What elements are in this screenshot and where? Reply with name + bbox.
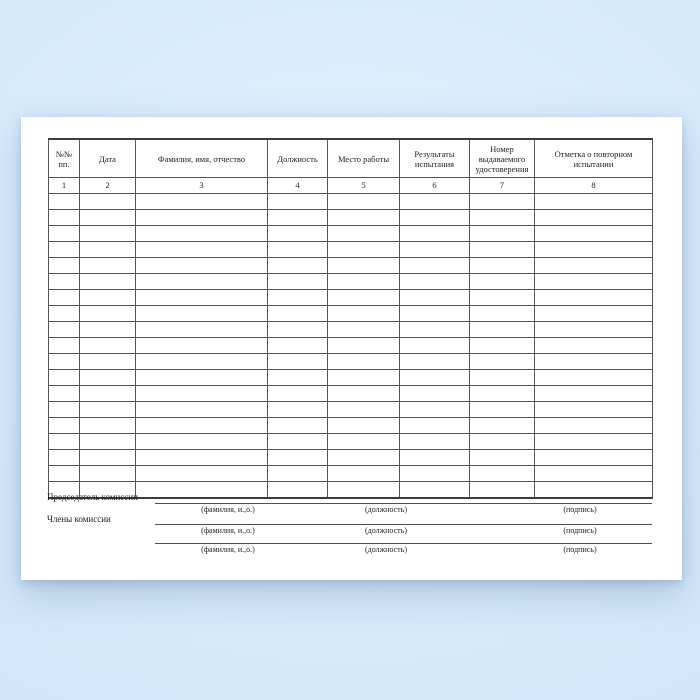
- empty-cell: [49, 226, 80, 242]
- table-row: [49, 194, 653, 210]
- empty-cell: [470, 258, 535, 274]
- empty-cell: [470, 450, 535, 466]
- column-header: Дата: [80, 139, 136, 178]
- empty-cell: [535, 434, 653, 450]
- empty-cell: [328, 226, 400, 242]
- empty-cell: [470, 386, 535, 402]
- empty-cell: [328, 386, 400, 402]
- empty-cell: [80, 306, 136, 322]
- surname-caption: (фамилия, и.,о.): [201, 545, 255, 554]
- empty-cell: [535, 306, 653, 322]
- document-sheet: [21, 117, 682, 580]
- empty-cell: [400, 306, 470, 322]
- empty-cell: [328, 482, 400, 499]
- empty-cell: [470, 274, 535, 290]
- empty-cell: [268, 242, 328, 258]
- empty-cell: [535, 258, 653, 274]
- empty-cell: [470, 434, 535, 450]
- surname-caption: (фамилия, и.,о.): [201, 526, 255, 535]
- empty-cell: [470, 290, 535, 306]
- empty-cell: [470, 482, 535, 499]
- empty-cell: [49, 210, 80, 226]
- empty-cell: [328, 370, 400, 386]
- empty-cell: [328, 354, 400, 370]
- empty-cell: [328, 242, 400, 258]
- empty-cell: [80, 370, 136, 386]
- empty-cell: [136, 338, 268, 354]
- empty-cell: [400, 258, 470, 274]
- empty-cell: [268, 290, 328, 306]
- empty-cell: [470, 242, 535, 258]
- signature-line: [155, 524, 652, 539]
- empty-cell: [49, 386, 80, 402]
- position-caption: (должность): [365, 545, 407, 554]
- empty-cell: [136, 322, 268, 338]
- empty-cell: [49, 370, 80, 386]
- empty-cell: [80, 466, 136, 482]
- table-row: [49, 306, 653, 322]
- empty-cell: [400, 402, 470, 418]
- empty-cell: [49, 258, 80, 274]
- empty-cell: [535, 450, 653, 466]
- empty-cell: [80, 386, 136, 402]
- empty-cell: [328, 274, 400, 290]
- table-row: [49, 290, 653, 306]
- empty-cell: [535, 386, 653, 402]
- empty-cell: [136, 242, 268, 258]
- table-row: [49, 226, 653, 242]
- empty-cell: [80, 338, 136, 354]
- empty-cell: [328, 450, 400, 466]
- empty-cell: [400, 226, 470, 242]
- empty-cell: [80, 274, 136, 290]
- column-header: Должность: [268, 139, 328, 178]
- empty-cell: [535, 370, 653, 386]
- empty-cell: [470, 354, 535, 370]
- table-row: [49, 466, 653, 482]
- empty-cell: [535, 226, 653, 242]
- empty-cell: [268, 306, 328, 322]
- empty-cell: [268, 338, 328, 354]
- empty-cell: [400, 466, 470, 482]
- empty-cell: [80, 194, 136, 210]
- empty-cell: [328, 306, 400, 322]
- empty-cell: [470, 226, 535, 242]
- empty-cell: [328, 258, 400, 274]
- empty-cell: [136, 226, 268, 242]
- signature-caption: (подпись): [563, 526, 597, 535]
- empty-cell: [268, 402, 328, 418]
- empty-cell: [136, 210, 268, 226]
- empty-cell: [470, 402, 535, 418]
- empty-cell: [400, 418, 470, 434]
- empty-cell: [535, 210, 653, 226]
- signature-line: [155, 503, 652, 518]
- column-header: Номер выдаваемого удостоверения: [470, 139, 535, 178]
- empty-cell: [535, 194, 653, 210]
- empty-cell: [535, 338, 653, 354]
- members-label: Члены комиссии: [47, 514, 111, 524]
- empty-cell: [268, 194, 328, 210]
- empty-cell: [535, 242, 653, 258]
- table-row: [49, 354, 653, 370]
- empty-cell: [49, 450, 80, 466]
- empty-cell: [136, 402, 268, 418]
- table-header-row: [49, 139, 653, 178]
- empty-cell: [268, 434, 328, 450]
- empty-cell: [268, 450, 328, 466]
- empty-cell: [80, 354, 136, 370]
- empty-cell: [49, 322, 80, 338]
- empty-cell: [400, 386, 470, 402]
- empty-cell: [268, 210, 328, 226]
- column-header: Место работы: [328, 139, 400, 178]
- column-number: 5: [328, 178, 400, 194]
- empty-cell: [268, 482, 328, 499]
- signature-caption: (подпись): [563, 545, 597, 554]
- column-number-row: [49, 178, 653, 194]
- empty-cell: [470, 194, 535, 210]
- empty-cell: [400, 354, 470, 370]
- table-row: [49, 242, 653, 258]
- empty-cell: [136, 386, 268, 402]
- position-caption: (должность): [365, 505, 407, 514]
- empty-cell: [268, 370, 328, 386]
- empty-cell: [136, 434, 268, 450]
- empty-cell: [470, 306, 535, 322]
- column-header: №№ пп.: [49, 139, 80, 178]
- empty-cell: [80, 434, 136, 450]
- empty-cell: [470, 418, 535, 434]
- empty-cell: [535, 274, 653, 290]
- empty-cell: [49, 274, 80, 290]
- empty-cell: [535, 402, 653, 418]
- column-number: 3: [136, 178, 268, 194]
- empty-cell: [400, 274, 470, 290]
- column-header: Результаты испытания: [400, 139, 470, 178]
- empty-cell: [400, 482, 470, 499]
- empty-cell: [535, 482, 653, 499]
- table-row: [49, 418, 653, 434]
- empty-cell: [80, 242, 136, 258]
- empty-cell: [80, 226, 136, 242]
- empty-cell: [80, 290, 136, 306]
- empty-cell: [535, 322, 653, 338]
- empty-cell: [328, 434, 400, 450]
- column-number: 6: [400, 178, 470, 194]
- column-number: 4: [268, 178, 328, 194]
- empty-cell: [268, 354, 328, 370]
- empty-cell: [400, 242, 470, 258]
- empty-cell: [80, 402, 136, 418]
- empty-cell: [136, 370, 268, 386]
- empty-cell: [535, 354, 653, 370]
- surname-caption: (фамилия, и.,о.): [201, 505, 255, 514]
- empty-cell: [136, 274, 268, 290]
- empty-cell: [328, 402, 400, 418]
- table-row: [49, 210, 653, 226]
- empty-cell: [400, 210, 470, 226]
- table-row: [49, 434, 653, 450]
- empty-cell: [535, 290, 653, 306]
- empty-cell: [136, 450, 268, 466]
- empty-cell: [268, 386, 328, 402]
- journal-table: [48, 138, 653, 499]
- empty-cell: [268, 258, 328, 274]
- empty-cell: [80, 258, 136, 274]
- table-row: [49, 482, 653, 499]
- empty-cell: [400, 370, 470, 386]
- empty-cell: [328, 194, 400, 210]
- empty-cell: [400, 290, 470, 306]
- empty-cell: [136, 354, 268, 370]
- empty-cell: [80, 322, 136, 338]
- signature-line: [155, 543, 652, 558]
- table-row: [49, 322, 653, 338]
- column-number: 8: [535, 178, 653, 194]
- empty-cell: [268, 418, 328, 434]
- empty-cell: [136, 306, 268, 322]
- empty-cell: [268, 466, 328, 482]
- chairman-label: Председатель комиссии: [47, 492, 138, 502]
- position-caption: (должность): [365, 526, 407, 535]
- column-header: Отметка о повторном испытании: [535, 139, 653, 178]
- column-number: 1: [49, 178, 80, 194]
- empty-cell: [49, 242, 80, 258]
- table-row: [49, 338, 653, 354]
- empty-cell: [400, 322, 470, 338]
- empty-cell: [136, 482, 268, 499]
- empty-cell: [49, 194, 80, 210]
- empty-cell: [80, 450, 136, 466]
- empty-cell: [49, 418, 80, 434]
- table-row: [49, 402, 653, 418]
- column-number: 7: [470, 178, 535, 194]
- empty-cell: [49, 354, 80, 370]
- empty-cell: [49, 402, 80, 418]
- empty-cell: [400, 338, 470, 354]
- empty-cell: [49, 434, 80, 450]
- signature-caption: (подпись): [563, 505, 597, 514]
- empty-cell: [49, 306, 80, 322]
- table-row: [49, 450, 653, 466]
- table-row: [49, 274, 653, 290]
- empty-cell: [136, 418, 268, 434]
- empty-cell: [80, 210, 136, 226]
- empty-cell: [49, 290, 80, 306]
- empty-cell: [400, 450, 470, 466]
- empty-cell: [136, 466, 268, 482]
- empty-cell: [535, 466, 653, 482]
- empty-cell: [268, 226, 328, 242]
- empty-cell: [400, 434, 470, 450]
- table-row: [49, 258, 653, 274]
- empty-cell: [470, 466, 535, 482]
- empty-cell: [328, 210, 400, 226]
- empty-cell: [470, 210, 535, 226]
- table-row: [49, 386, 653, 402]
- empty-cell: [470, 338, 535, 354]
- empty-cell: [268, 274, 328, 290]
- column-header: Фамилия, имя, отчество: [136, 139, 268, 178]
- empty-cell: [400, 194, 470, 210]
- empty-cell: [470, 370, 535, 386]
- empty-cell: [328, 290, 400, 306]
- empty-cell: [328, 322, 400, 338]
- empty-cell: [470, 322, 535, 338]
- table-row: [49, 370, 653, 386]
- empty-cell: [328, 338, 400, 354]
- empty-cell: [80, 418, 136, 434]
- empty-cell: [328, 466, 400, 482]
- empty-cell: [535, 418, 653, 434]
- column-number: 2: [80, 178, 136, 194]
- empty-cell: [136, 194, 268, 210]
- empty-cell: [136, 290, 268, 306]
- empty-cell: [328, 418, 400, 434]
- empty-cell: [49, 466, 80, 482]
- empty-cell: [136, 258, 268, 274]
- empty-cell: [268, 322, 328, 338]
- empty-cell: [49, 338, 80, 354]
